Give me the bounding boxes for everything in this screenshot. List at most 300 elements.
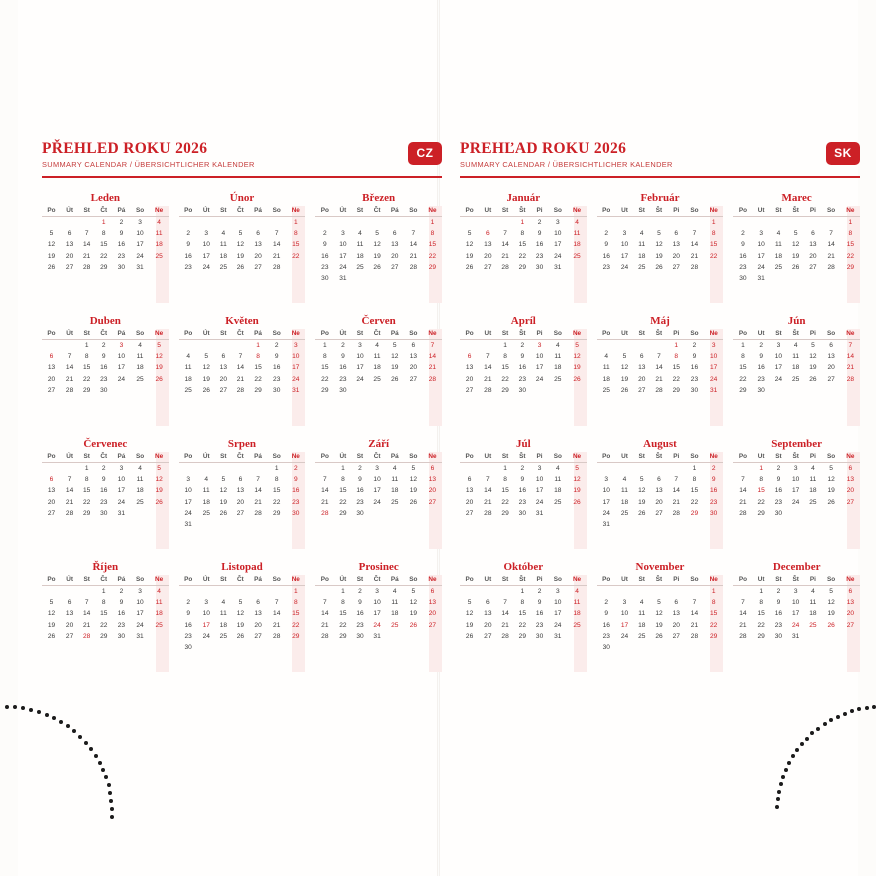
- day-cell: 12: [465, 610, 474, 618]
- month-table: [315, 576, 442, 642]
- week-row: [460, 374, 587, 385]
- week-row: [460, 228, 587, 239]
- day-cell: 25: [136, 498, 144, 506]
- day-cell: 8: [101, 599, 106, 607]
- day-cell: [286, 642, 305, 653]
- day-cell: 8: [711, 599, 716, 607]
- week-row: [597, 217, 724, 229]
- day-cell: [633, 463, 650, 475]
- weekday-header: Ut: [616, 207, 633, 217]
- weekday-header: Út: [334, 576, 351, 586]
- week-row: [597, 631, 724, 642]
- day-cell: [386, 273, 404, 284]
- months-grid-cz: [42, 192, 442, 684]
- day-cell: 4: [811, 588, 815, 596]
- day-cell: 19: [655, 621, 663, 629]
- day-cell: 5: [157, 465, 161, 473]
- day-cell: 21: [827, 252, 835, 260]
- week-row: [597, 362, 724, 373]
- weekday-header: Út: [198, 207, 215, 217]
- day-cell: 2: [537, 588, 542, 596]
- day-cell: 23: [518, 375, 526, 383]
- day-cell: 24: [791, 621, 800, 629]
- day-cell: 4: [622, 476, 627, 484]
- week-row: [733, 362, 860, 373]
- day-cell: 2: [537, 219, 542, 227]
- day-cell: 10: [136, 599, 144, 607]
- day-cell: [198, 586, 215, 598]
- day-cell: [351, 273, 368, 284]
- day-cell: 23: [356, 498, 364, 506]
- day-cell: 14: [65, 487, 74, 495]
- weekday-header: Pi: [804, 330, 821, 340]
- punch-dot: [5, 705, 9, 709]
- week-row: [179, 362, 306, 373]
- day-cell: 25: [391, 621, 399, 629]
- day-cell: [787, 273, 804, 284]
- day-cell: 11: [621, 487, 628, 495]
- day-cell: 5: [575, 342, 579, 350]
- weekday-header: Út: [61, 330, 78, 340]
- weekday-header: Pi: [531, 453, 548, 463]
- weekday-header: Pá: [386, 207, 404, 217]
- day-cell: 15: [518, 610, 526, 618]
- header-divider: [460, 176, 860, 178]
- day-cell: 22: [339, 621, 347, 629]
- weekday-header: Pi: [668, 207, 685, 217]
- weekday-header: So: [131, 576, 150, 586]
- day-cell: 7: [741, 476, 745, 484]
- day-cell: 4: [186, 353, 190, 361]
- week-row: [460, 217, 587, 229]
- weekday-header: Po: [179, 576, 198, 586]
- day-cell: 29: [846, 263, 855, 271]
- day-cell: 8: [848, 230, 853, 238]
- day-cell: 9: [358, 476, 362, 484]
- day-cell: 13: [47, 364, 56, 372]
- month-name: Květen: [225, 315, 259, 327]
- day-cell: [685, 519, 704, 530]
- day-cell: 1: [503, 465, 507, 473]
- day-cell: 26: [155, 375, 163, 383]
- day-cell: [704, 262, 723, 273]
- day-cell: 4: [575, 219, 579, 227]
- weekday-header: St: [633, 453, 650, 463]
- day-cell: 24: [339, 263, 347, 271]
- day-cell: 30: [739, 275, 747, 283]
- day-cell: 16: [690, 364, 699, 372]
- month-name: Únor: [229, 192, 255, 204]
- day-cell: 10: [554, 230, 562, 238]
- punch-dot: [795, 748, 799, 752]
- day-cell: [249, 642, 267, 653]
- week-row: [42, 586, 169, 598]
- day-cell: 24: [757, 263, 765, 271]
- weekday-header: Čt: [232, 453, 249, 463]
- day-cell: 5: [575, 465, 579, 473]
- day-cell: [404, 631, 423, 642]
- day-cell: 18: [602, 375, 610, 383]
- day-cell: 5: [811, 342, 815, 350]
- day-cell: 13: [484, 610, 492, 618]
- day-cell: [61, 586, 78, 598]
- month-block: [733, 438, 860, 561]
- day-cell: 4: [157, 219, 161, 227]
- day-cell: 1: [84, 342, 89, 350]
- page-title: PREHĽAD ROKU 2026: [460, 140, 627, 157]
- day-cell: 2: [741, 230, 745, 238]
- day-cell: [496, 217, 513, 229]
- day-cell: [633, 519, 650, 530]
- day-cell: 28: [655, 386, 663, 394]
- day-cell: 6: [256, 230, 260, 238]
- weekday-header: So: [131, 207, 150, 217]
- day-cell: 16: [117, 610, 126, 618]
- month-name: Srpen: [227, 438, 257, 450]
- day-cell: 25: [184, 386, 192, 394]
- weekday-header: St: [78, 453, 95, 463]
- day-cell: 2: [358, 588, 362, 596]
- weekday-header: Ut: [753, 576, 770, 586]
- day-cell: 21: [484, 498, 492, 506]
- day-cell: 3: [555, 588, 560, 596]
- day-cell: 7: [323, 476, 327, 484]
- weekday-header: Čt: [95, 576, 112, 586]
- day-cell: 11: [638, 610, 646, 618]
- day-cell: 7: [67, 353, 72, 361]
- day-cell: 5: [657, 230, 661, 238]
- day-cell: 19: [655, 252, 663, 260]
- day-cell: 30: [117, 263, 126, 271]
- day-cell: [650, 340, 667, 352]
- day-cell: 19: [236, 621, 245, 629]
- day-cell: 15: [83, 487, 91, 495]
- month-name: Máj: [650, 315, 670, 327]
- day-cell: 21: [236, 375, 245, 383]
- day-cell: 28: [672, 509, 680, 517]
- day-cell: 3: [759, 230, 763, 238]
- weekday-header: Po: [42, 330, 61, 340]
- week-row: [179, 608, 306, 619]
- day-cell: 18: [136, 364, 144, 372]
- weekday-header: Ne: [423, 207, 442, 217]
- day-cell: 7: [430, 342, 435, 350]
- weekday-header: Št: [787, 453, 804, 463]
- day-cell: 8: [674, 353, 679, 361]
- day-cell: 2: [341, 342, 345, 350]
- day-cell: 7: [485, 476, 490, 484]
- language-badge-cz: CZ: [408, 142, 442, 165]
- day-cell: 25: [774, 263, 783, 271]
- day-cell: [460, 463, 479, 475]
- week-row: [460, 597, 587, 608]
- week-row: [179, 228, 306, 239]
- week-row: [597, 351, 724, 362]
- day-cell: 7: [485, 353, 490, 361]
- weekday-header: Št: [514, 453, 531, 463]
- day-cell: 19: [465, 252, 474, 260]
- day-cell: 24: [774, 375, 783, 383]
- weekday-header: Ut: [753, 207, 770, 217]
- day-cell: 20: [391, 252, 399, 260]
- weekday-header: Ne: [567, 453, 586, 463]
- day-cell: 26: [465, 632, 474, 640]
- day-cell: 27: [65, 632, 74, 640]
- day-cell: 10: [710, 353, 718, 361]
- week-row: [42, 362, 169, 373]
- weekday-header: Št: [787, 207, 804, 217]
- week-row: [460, 262, 587, 273]
- day-cell: 13: [827, 353, 835, 361]
- day-cell: 27: [846, 621, 855, 629]
- day-cell: [198, 340, 215, 352]
- day-cell: 4: [221, 599, 226, 607]
- day-cell: [215, 642, 232, 653]
- day-cell: [150, 385, 169, 396]
- week-row: [179, 508, 306, 519]
- weekday-header: Út: [198, 330, 215, 340]
- day-cell: 25: [202, 509, 210, 517]
- week-row: [42, 597, 169, 608]
- weekday-header: Po: [733, 330, 752, 340]
- day-cell: [131, 508, 150, 519]
- day-cell: [616, 463, 633, 475]
- week-row: [315, 586, 442, 598]
- day-cell: 11: [155, 599, 163, 607]
- week-row: [42, 631, 169, 642]
- weekday-header: Ut: [479, 330, 496, 340]
- day-cell: 20: [428, 487, 437, 495]
- punch-dot: [78, 735, 82, 739]
- weekday-header: Ne: [286, 453, 305, 463]
- weekday-header: Pi: [531, 207, 548, 217]
- weekday-header: Čt: [95, 330, 112, 340]
- day-cell: 14: [273, 610, 281, 618]
- punch-dot: [107, 783, 111, 787]
- day-cell: [369, 273, 386, 284]
- day-cell: [61, 217, 78, 229]
- day-cell: [668, 586, 685, 598]
- day-cell: 25: [809, 498, 817, 506]
- weekday-header: So: [267, 576, 286, 586]
- day-cell: 11: [573, 599, 581, 607]
- week-row: [315, 351, 442, 362]
- day-cell: 6: [657, 476, 661, 484]
- day-cell: 17: [117, 487, 126, 495]
- weekday-header: Ne: [704, 453, 723, 463]
- day-cell: 24: [373, 498, 381, 506]
- day-cell: 30: [690, 386, 699, 394]
- weekday-header: Po: [315, 207, 334, 217]
- day-cell: 30: [710, 509, 718, 517]
- day-cell: 11: [373, 353, 381, 361]
- day-cell: [404, 385, 423, 396]
- day-cell: 4: [604, 353, 609, 361]
- day-cell: 29: [757, 632, 765, 640]
- day-cell: 14: [690, 610, 699, 618]
- day-cell: 17: [202, 621, 210, 629]
- weekday-header: Ne: [567, 207, 586, 217]
- punch-dot: [37, 710, 41, 714]
- day-cell: 10: [339, 241, 347, 249]
- day-cell: 9: [293, 476, 298, 484]
- day-cell: 8: [503, 353, 507, 361]
- weekday-header: St: [770, 207, 787, 217]
- month-table: [733, 207, 860, 284]
- day-cell: 14: [428, 353, 437, 361]
- day-cell: 23: [739, 263, 747, 271]
- day-cell: 11: [809, 599, 817, 607]
- weekday-header: Po: [460, 576, 479, 586]
- day-cell: [198, 217, 215, 229]
- day-cell: 25: [219, 632, 227, 640]
- day-cell: 13: [47, 487, 56, 495]
- day-cell: 13: [428, 476, 437, 484]
- weekday-header: So: [685, 207, 704, 217]
- day-cell: 20: [219, 375, 227, 383]
- day-cell: 18: [809, 610, 817, 618]
- day-cell: [770, 385, 787, 396]
- day-cell: 2: [101, 342, 106, 350]
- day-cell: 25: [356, 263, 364, 271]
- day-cell: 4: [221, 230, 226, 238]
- day-cell: 9: [101, 476, 106, 484]
- day-cell: [770, 217, 787, 229]
- day-cell: 30: [356, 632, 364, 640]
- day-cell: [650, 217, 667, 229]
- page-subtitle: SUMMARY CALENDAR / ÜBERSICHTLICHER KALENDER: [42, 160, 255, 169]
- day-cell: 30: [518, 509, 526, 517]
- day-cell: [423, 385, 442, 396]
- day-cell: 12: [409, 476, 418, 484]
- day-cell: 10: [292, 353, 300, 361]
- day-cell: 22: [672, 375, 680, 383]
- day-cell: 25: [809, 621, 817, 629]
- day-cell: [215, 463, 232, 475]
- day-cell: 20: [809, 252, 817, 260]
- day-cell: 15: [100, 241, 108, 249]
- punch-dot: [800, 742, 804, 746]
- day-cell: [267, 586, 286, 598]
- day-cell: 24: [535, 375, 544, 383]
- day-cell: 28: [428, 375, 437, 383]
- day-cell: 20: [254, 621, 262, 629]
- punch-dot: [45, 713, 49, 717]
- day-cell: 7: [692, 599, 697, 607]
- day-cell: 22: [339, 498, 347, 506]
- weekday-header: So: [548, 453, 567, 463]
- day-cell: 2: [119, 219, 124, 227]
- day-cell: 15: [672, 364, 680, 372]
- day-cell: 14: [672, 487, 680, 495]
- weekday-header: So: [685, 330, 704, 340]
- day-cell: [753, 217, 770, 229]
- day-cell: 1: [430, 219, 435, 227]
- day-cell: 14: [501, 610, 509, 618]
- day-cell: 13: [254, 241, 262, 249]
- week-row: [315, 508, 442, 519]
- day-cell: 4: [575, 588, 579, 596]
- day-cell: 22: [83, 498, 91, 506]
- weekday-header: Ne: [704, 207, 723, 217]
- day-cell: 5: [49, 599, 54, 607]
- day-cell: 25: [554, 498, 562, 506]
- day-cell: 17: [292, 364, 300, 372]
- day-cell: 27: [672, 632, 680, 640]
- punch-dot: [108, 791, 112, 795]
- weekday-header: St: [78, 330, 95, 340]
- day-cell: 15: [83, 364, 91, 372]
- day-cell: [286, 262, 305, 273]
- day-cell: 23: [518, 498, 526, 506]
- week-row: [733, 463, 860, 475]
- week-row: [179, 497, 306, 508]
- day-cell: 23: [117, 252, 126, 260]
- day-cell: 17: [620, 252, 629, 260]
- day-cell: 29: [254, 386, 262, 394]
- day-cell: 26: [409, 621, 418, 629]
- day-cell: 28: [409, 263, 418, 271]
- weekday-header: St: [633, 330, 650, 340]
- day-cell: 30: [535, 263, 544, 271]
- day-cell: 1: [759, 588, 763, 596]
- day-cell: 12: [409, 599, 418, 607]
- day-cell: 23: [184, 263, 192, 271]
- day-cell: 26: [655, 263, 663, 271]
- day-cell: 1: [503, 342, 507, 350]
- day-cell: [286, 519, 305, 530]
- week-row: [315, 608, 442, 619]
- day-cell: 25: [791, 375, 800, 383]
- day-cell: 22: [739, 375, 747, 383]
- day-cell: 8: [520, 599, 525, 607]
- week-row: [733, 351, 860, 362]
- day-cell: 28: [827, 263, 835, 271]
- day-cell: 17: [117, 364, 126, 372]
- day-cell: [841, 385, 860, 396]
- day-cell: 1: [711, 588, 716, 596]
- day-cell: 29: [83, 386, 91, 394]
- day-cell: 4: [392, 465, 397, 473]
- day-cell: 21: [428, 364, 437, 372]
- punch-dot: [810, 731, 814, 735]
- day-cell: 14: [846, 353, 855, 361]
- punch-dot: [29, 708, 33, 712]
- day-cell: 20: [236, 498, 245, 506]
- day-cell: 6: [392, 230, 397, 238]
- week-row: [460, 251, 587, 262]
- day-cell: 27: [65, 263, 74, 271]
- month-table: [733, 453, 860, 519]
- day-cell: 25: [155, 621, 163, 629]
- day-cell: 18: [554, 364, 562, 372]
- day-cell: 12: [655, 241, 663, 249]
- day-cell: 10: [373, 599, 381, 607]
- weekday-header: Pá: [386, 330, 404, 340]
- weekday-header: Pá: [112, 330, 130, 340]
- weekday-header: So: [822, 207, 841, 217]
- month-name: Říjen: [92, 561, 119, 573]
- day-cell: 1: [256, 342, 260, 350]
- weekday-header: Ne: [150, 330, 169, 340]
- day-cell: 21: [65, 498, 74, 506]
- day-cell: [131, 385, 150, 396]
- day-cell: 26: [809, 375, 817, 383]
- month-table: [597, 330, 724, 396]
- month-block: [42, 438, 169, 561]
- day-cell: 23: [100, 498, 108, 506]
- day-cell: 5: [467, 599, 472, 607]
